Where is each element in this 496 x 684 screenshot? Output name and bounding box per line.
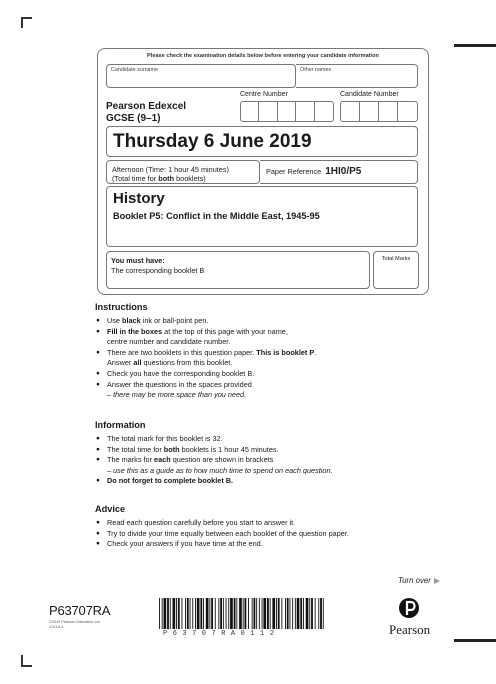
- italic-text: – there may be more space than you need.: [107, 390, 247, 400]
- text: booklets is 1 hour 45 minutes.: [179, 444, 279, 454]
- continuation: [107, 358, 435, 369]
- candidate-surname-label: Candidate surname: [111, 67, 159, 73]
- centre-number-label: Centre Number: [240, 91, 288, 98]
- edge-bar-top: [454, 44, 496, 47]
- list-item: [95, 348, 435, 369]
- brand-name: Pearson: [389, 622, 431, 637]
- session-text: (Total time for: [112, 174, 159, 183]
- candidate-number-label: Candidate Number: [340, 91, 399, 98]
- subject-title: History: [113, 190, 165, 207]
- imprint-line: 1/1/1/1/1: [49, 625, 64, 629]
- text: questions from this booklet.: [141, 358, 233, 368]
- paper-code: P63707RA: [49, 603, 111, 618]
- list-item: [95, 380, 435, 401]
- arrow-right-icon: [434, 578, 440, 584]
- instructions-section: [95, 302, 435, 401]
- italic-text: – use this as a guide as to how much time to spend on each question.: [107, 465, 333, 475]
- booklet-title: Booklet P5: Conflict in the Middle East, 1945-95: [113, 211, 320, 221]
- session-line-1: Afternoon (Time: 1 hour 45 minutes): [112, 165, 229, 174]
- barcode-number: P63707RA0112: [163, 630, 280, 638]
- bold-text: black: [122, 316, 141, 325]
- text: .: [314, 347, 317, 357]
- list-item: [95, 316, 435, 327]
- text: Answer the questions in the spaces provided: [107, 379, 252, 389]
- list-item: ● Check you have the corresponding booklet B.: [95, 369, 435, 380]
- board-name: Pearson Edexcel: [106, 101, 187, 112]
- crop-mark-top-left: [21, 17, 23, 28]
- qualification: GCSE (9–1): [106, 113, 161, 124]
- list-item: ● Read each question carefully before you start to answer it.: [95, 518, 435, 529]
- candidate-number-boxes[interactable]: [340, 101, 418, 122]
- text: ink or ball-point pen.: [140, 316, 209, 325]
- bold-text: each: [154, 455, 171, 465]
- text: centre number and candidate number.: [107, 337, 231, 347]
- information-heading: Information: [95, 420, 146, 430]
- list-item: ● Try to divide your time equally between each booklet of the question paper.: [95, 529, 435, 540]
- session-bold: both: [158, 174, 175, 183]
- list-item: [95, 445, 435, 456]
- bold-text: both: [163, 444, 180, 454]
- edge-bar-bottom: [454, 639, 496, 642]
- exam-date: Thursday 6 June 2019: [113, 131, 312, 152]
- list-item: [95, 327, 435, 348]
- bold-text: all: [133, 358, 142, 368]
- text: There are two booklets in this question paper.: [107, 347, 257, 357]
- barcode-icon: [159, 598, 325, 629]
- bold-text: Fill in the boxes: [107, 326, 163, 336]
- turn-over-text: Turn over: [398, 576, 431, 585]
- list-item: ● The total mark for this booklet is 32.: [95, 434, 435, 445]
- paper-reference: [266, 166, 361, 177]
- must-have-item: The corresponding booklet B: [111, 266, 205, 275]
- other-names-label: Other names: [300, 67, 332, 73]
- text: Answer: [107, 358, 134, 368]
- text: at the top of this page with your name,: [162, 326, 288, 336]
- crop-mark-top-left-h: [21, 17, 32, 19]
- turn-over: [398, 576, 440, 585]
- check-details-text: Please check the examination details below before entering your candidate information: [147, 53, 379, 59]
- pearson-logo-icon: [399, 597, 419, 619]
- advice-section: [95, 504, 435, 550]
- text: question are shown in brackets: [170, 455, 274, 465]
- must-have-heading: You must have:: [111, 256, 165, 265]
- session-line-2: [112, 174, 229, 183]
- bold-text: Do not forget to complete booklet B.: [107, 476, 234, 486]
- bold-text: This is booklet P: [256, 347, 315, 357]
- information-list: [95, 434, 435, 487]
- text: Use: [107, 316, 123, 325]
- advice-list: [95, 518, 435, 550]
- session-time: [112, 165, 229, 183]
- paper-ref-value: 1HI0/P5: [325, 166, 362, 177]
- information-section: [95, 420, 435, 487]
- list-item: ● Check your answers if you have time at the end.: [95, 539, 435, 550]
- advice-heading: Advice: [95, 504, 126, 514]
- centre-number-boxes[interactable]: [240, 101, 334, 122]
- crop-mark-bottom-left-h: [21, 665, 32, 667]
- paper-ref-label: Paper Reference: [266, 167, 322, 176]
- total-marks-label: Total Marks: [381, 256, 411, 262]
- imprint: [49, 620, 101, 630]
- list-item: [95, 476, 435, 487]
- text: The total time for: [107, 444, 164, 454]
- list-item: [95, 455, 435, 476]
- instructions-list: [95, 316, 435, 401]
- exam-board: [106, 101, 186, 125]
- text: The marks for: [107, 455, 155, 465]
- imprint-line: ©2019 Pearson Education Ltd.: [49, 620, 101, 624]
- session-text-end: booklets): [174, 174, 206, 183]
- instructions-heading: Instructions: [95, 302, 148, 312]
